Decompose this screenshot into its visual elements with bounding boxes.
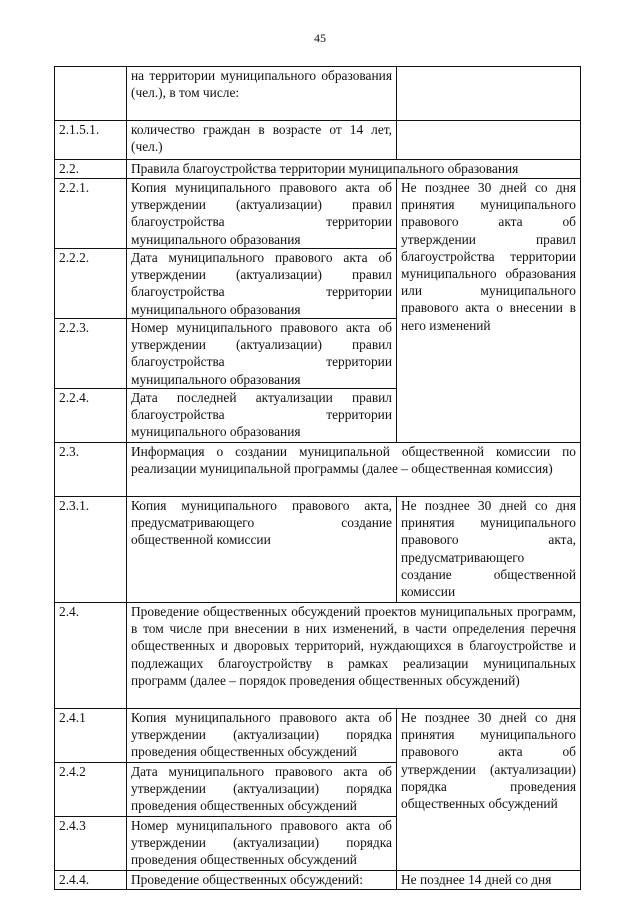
deadline-text: Не позднее 30 дней со дня принятия муниципального правового акта об утверждении правил благоустройства территории муниципального образования или муниципального правового акта о внесении в него изменений — [397, 179, 581, 443]
table-row — [55, 67, 581, 121]
row-description: Копия муниципального правового акта об утверждении (актуализации) порядка проведения общественных обсуждений — [127, 709, 397, 763]
row-description: Номер муниципального правового акта об утверждении (актуализации) порядка проведения общественных обсуждений — [127, 817, 397, 871]
table-row — [55, 443, 581, 497]
table-row — [55, 121, 581, 160]
section-heading: Правила благоустройства территории муниципального образования — [127, 160, 581, 179]
row-number: 2.2.4. — [55, 389, 127, 443]
row-description: Копия муниципального правового акта об утверждении (актуализации) правил благоустройства территории муниципального образования — [127, 179, 397, 249]
row-number: 2.4. — [55, 603, 127, 709]
deadline-cell — [397, 121, 581, 160]
deadline-cell — [397, 67, 581, 121]
deadline-text: Не позднее 30 дней со дня принятия муниципального правового акта об утверждении (актуализации) порядка проведения общественных обсуждений — [397, 709, 581, 871]
row-number: 2.3.1. — [55, 497, 127, 603]
row-description: Дата муниципального правового акта об утверждении (актуализации) правил благоустройства территории муниципального образования — [127, 249, 397, 319]
row-number: 2.4.3 — [55, 817, 127, 871]
row-number: 2.3. — [55, 443, 127, 497]
row-description: Копия муниципального правового акта, предусматривающего создание общественной комиссии — [127, 497, 397, 603]
row-number: 2.4.4. — [55, 871, 127, 890]
table-row — [55, 160, 581, 179]
row-description: Номер муниципального правового акта об утверждении (актуализации) правил благоустройства территории муниципального образования — [127, 319, 397, 389]
deadline-text: Не позднее 30 дней со дня принятия муниципального правового акта, предусматривающего создание общественной комиссии — [397, 497, 581, 603]
row-number: 2.2. — [55, 160, 127, 179]
row-description: количество граждан в возрасте от 14 лет, (чел.) — [127, 121, 397, 160]
row-number: 2.2.2. — [55, 249, 127, 319]
table-row — [55, 497, 581, 603]
section-heading: Проведение общественных обсуждений проектов муниципальных программ, в том числе при внесении в них изменений, в части определения перечня общественных и дворовых территорий, нуждающихся в благоустройстве и подлежащих благоустройству в рамках реализации муниципальных программ (далее – порядок проведения общественных обсуждений) — [127, 603, 581, 709]
table-row — [55, 179, 581, 249]
table-row — [55, 709, 581, 763]
table-row — [55, 871, 581, 890]
row-number: 2.2.3. — [55, 319, 127, 389]
section-heading: Информация о создании муниципальной общественной комиссии по реализации муниципальной программы (далее – общественная комиссия) — [127, 443, 581, 497]
indicators-table — [54, 66, 581, 890]
deadline-text: Не позднее 14 дней со дня — [397, 871, 581, 890]
row-number: 2.2.1. — [55, 179, 127, 249]
row-number-cell — [55, 67, 127, 121]
row-number: 2.1.5.1. — [55, 121, 127, 160]
row-description: Дата последней актуализации правил благоустройства территории муниципального образования — [127, 389, 397, 443]
page-number: 45 — [314, 31, 326, 45]
row-number: 2.4.1 — [55, 709, 127, 763]
row-description: Дата муниципального правового акта об утверждении (актуализации) порядка проведения общественных обсуждений — [127, 763, 397, 817]
row-number: 2.4.2 — [55, 763, 127, 817]
row-description: Проведение общественных обсуждений: — [127, 871, 397, 890]
table-row — [55, 603, 581, 709]
row-description: на территории муниципального образования (чел.), в том числе: — [127, 67, 397, 121]
